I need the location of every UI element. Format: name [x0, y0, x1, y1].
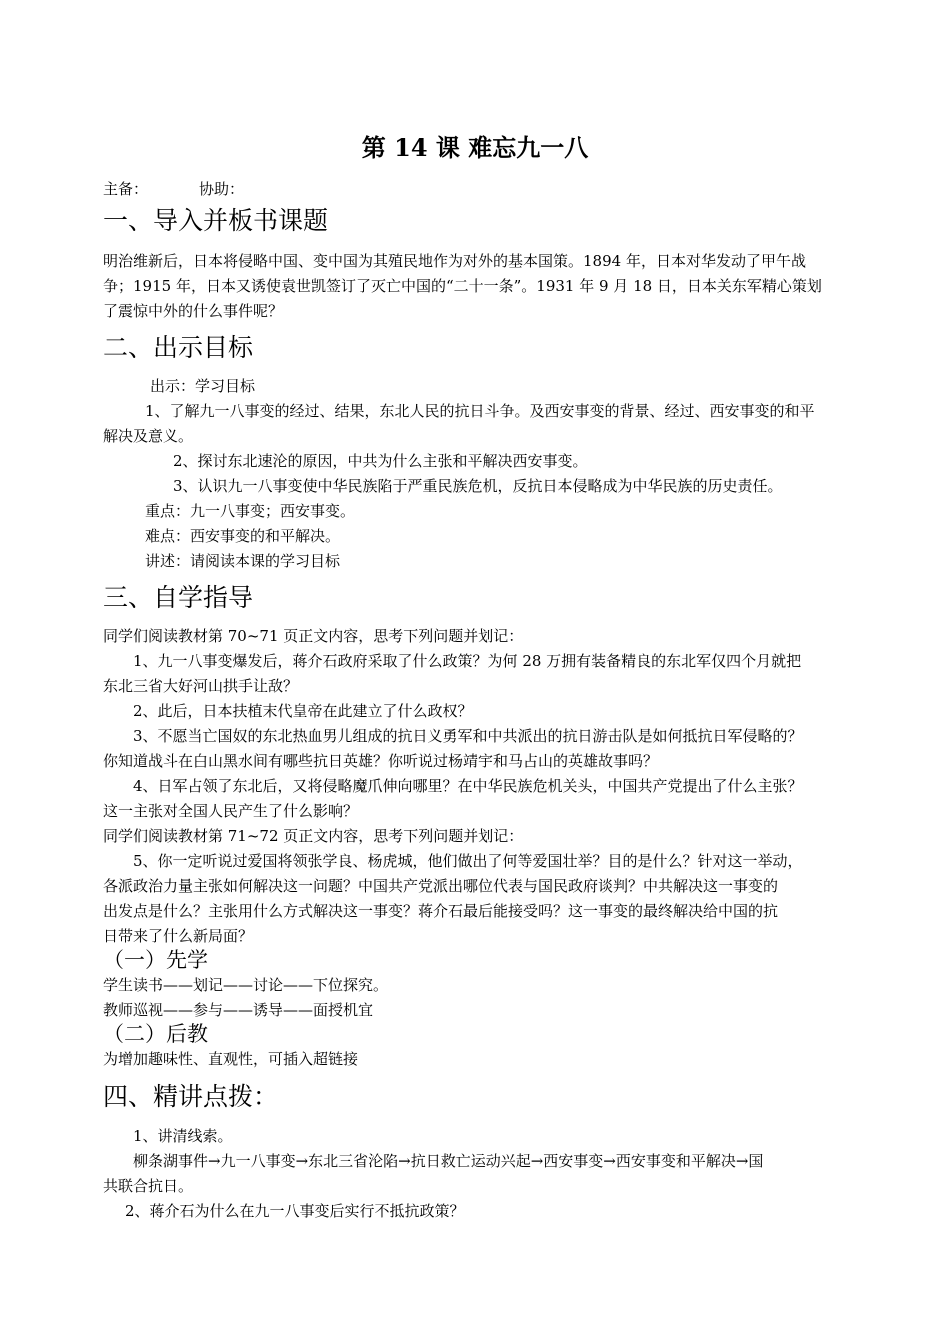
subsection-1-line-2: 教师巡视——参与——诱导——面授机宜 [103, 1001, 374, 1019]
subsection-2-heading: （二）后教 [103, 1022, 208, 1046]
section-2-line-5: 3、认识九一八事变使中华民族陷于严重民族危机，反抗日本侵略成为中华民族的历史责任。 [173, 477, 783, 495]
author-line [103, 178, 244, 200]
zhubei-label: 主备： [103, 180, 149, 198]
subsection-1-line-1: 学生读书——划记——讨论——下位探究。 [103, 976, 389, 994]
section-2-line-1: 出示：学习目标 [150, 377, 256, 395]
section-3-heading: 三、自学指导 [103, 583, 254, 612]
section-2-line-6: 重点：九一八事变；西安事变。 [145, 502, 356, 520]
section-3-line-8: 这一主张对全国人民产生了什么影响？ [103, 802, 359, 820]
section-1-line-2: 争；1915 年，日本又诱使袁世凯签订了灭亡中国的“二十一条”。1931 年 9 月 18 日，日本关东军精心策划 [103, 277, 822, 295]
section-2-line-3: 解决及意义。 [103, 427, 194, 445]
section-2-line-8: 讲述：请阅读本课的学习目标 [145, 552, 341, 570]
section-4-heading: 四、精讲点拨： [103, 1082, 279, 1111]
lesson-title: 第 14 课 难忘九一八 [361, 133, 589, 162]
section-3-line-6: 你知道战斗在白山黑水间有哪些抗日英雄？你听说过杨靖宇和马占山的英雄故事吗？ [103, 752, 659, 770]
section-3-line-13: 日带来了什么新局面？ [103, 927, 254, 945]
section-3-line-10: 5、你一定听说过爱国将领张学良、杨虎城，他们做出了何等爱国壮举？目的是什么？针对这一举动， [133, 852, 803, 870]
section-4-line-2: 柳条湖事件→九一八事变→东北三省沦陷→抗日救亡运动兴起→西安事变→西安事变和平解决→国 [133, 1152, 764, 1170]
section-3-line-5: 3、不愿当亡国奴的东北热血男儿组成的抗日义勇军和中共派出的抗日游击队是如何抵抗日军侵略的？ [133, 727, 803, 745]
subsection-1-heading: （一）先学 [103, 948, 208, 972]
section-1-line-3: 了震惊中外的什么事件呢？ [103, 302, 284, 320]
section-3-line-3: 东北三省大好河山拱手让敌？ [103, 677, 299, 695]
section-4-line-1: 1、讲清线索。 [133, 1127, 233, 1145]
subsection-2-line-1: 为增加趣味性、直观性，可插入超链接 [103, 1050, 359, 1068]
section-4-line-4: 2、蒋介石为什么在九一八事变后实行不抵抗政策？ [125, 1202, 465, 1220]
xiezhu-label: 协助： [199, 180, 245, 198]
section-3-line-7: 4、日军占领了东北后，又将侵略魔爪伸向哪里？在中华民族危机关头，中国共产党提出了什么主张？ [133, 777, 803, 795]
section-4-line-3: 共联合抗日。 [103, 1177, 194, 1195]
section-2-line-2: 1、了解九一八事变的经过、结果，东北人民的抗日斗争。及西安事变的背景、经过、西安事变的和平 [145, 402, 815, 420]
section-1-line-1: 明治维新后，日本将侵略中国、变中国为其殖民地作为对外的基本国策。1894 年，日本对华发动了甲午战 [103, 252, 806, 270]
section-2-line-7: 难点：西安事变的和平解决。 [145, 527, 341, 545]
section-3-line-9: 同学们阅读教材第 71~72 页正文内容，思考下列问题并划记： [103, 827, 524, 845]
section-3-line-4: 2、此后，日本扶植末代皇帝在此建立了什么政权？ [133, 702, 473, 720]
section-1-heading: 一、导入并板书课题 [103, 206, 329, 235]
section-2-line-4: 2、探讨东北速沦的原因，中共为什么主张和平解决西安事变。 [173, 452, 588, 470]
section-3-line-2: 1、九一八事变爆发后，蒋介石政府采取了什么政策？为何 28 万拥有装备精良的东北军仅四个月就把 [133, 652, 802, 670]
section-3-line-11: 各派政治力量主张如何解决这一问题？中国共产党派出哪位代表与国民政府谈判？中共解决这一事变的 [103, 877, 779, 895]
section-3-line-12: 出发点是什么？主张用什么方式解决这一事变？蒋介石最后能接受吗？这一事变的最终解决给中国的抗 [103, 902, 779, 920]
section-3-line-1: 同学们阅读教材第 70~71 页正文内容，思考下列问题并划记： [103, 627, 524, 645]
section-2-heading: 二、出示目标 [103, 333, 254, 362]
